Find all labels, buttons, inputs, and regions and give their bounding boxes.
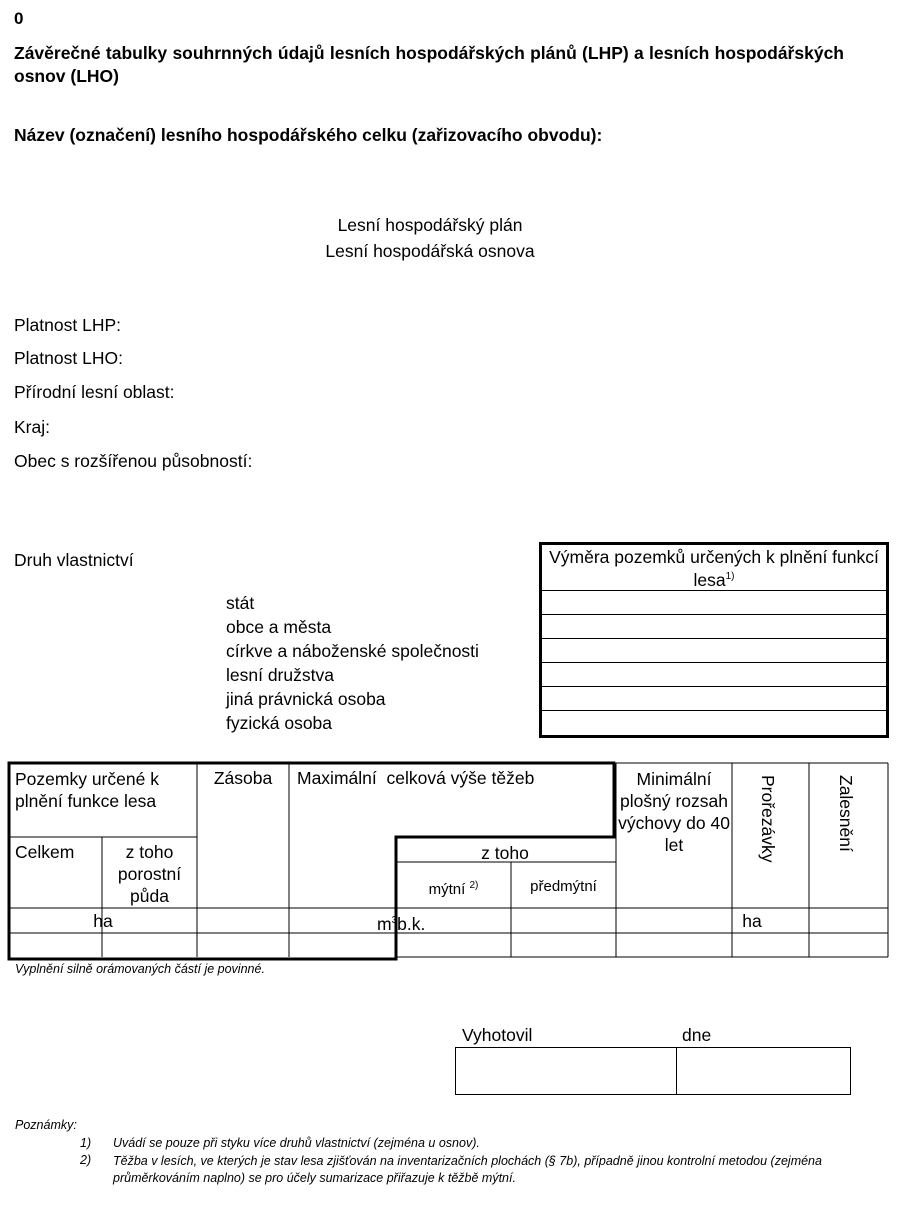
ownership-type-natural-person: fyzická osoba: [226, 713, 333, 733]
plan-type-lho: Lesní hospodářská osnova: [325, 241, 535, 261]
note-1-text: Uvádí se pouze při styku více druhů vlastnictví (zejména u osnov).: [113, 1136, 480, 1150]
input-intermediate-felling[interactable]: [512, 934, 615, 957]
col-min-tending: Minimální plošný rozsah výchovy do 40 let: [618, 769, 730, 855]
input-cleaning[interactable]: [733, 934, 808, 957]
mandatory-note: Vyplnění silně orámovaných částí je povinné.: [15, 962, 265, 976]
col-afforestation: Zalesnění: [836, 775, 856, 852]
col-cleaning: Prořezávky: [758, 775, 778, 863]
unit-cubic-meters: [377, 910, 425, 935]
field-municipality: Obec s rozšířenou působností:: [14, 451, 253, 471]
input-total[interactable]: [10, 934, 101, 957]
area-header-footnote: 1): [725, 571, 735, 582]
ownership-type-legal-person: jiná právnická osoba: [226, 689, 386, 709]
input-afforestation[interactable]: [810, 934, 887, 957]
ownership-heading: Druh vlastnictví: [14, 550, 134, 570]
col-stock: Zásoba: [213, 768, 273, 788]
col-total: Celkem: [15, 842, 75, 862]
input-stocked-land[interactable]: [103, 934, 196, 957]
input-max-felling[interactable]: [290, 934, 395, 957]
note-2-text: Těžba v lesích, ve kterých je stav lesa zjišťován na inventarizačních plochách (§ 7b), případně jinou kontrolní metodou (zejména průměrkováním naplno) se pro účely sumarizace přiřazuje k těžbě mýtní.: [113, 1154, 822, 1185]
col-max-felling: Maximální celková výše těžeb: [297, 768, 535, 788]
date-label: dne: [682, 1025, 712, 1045]
note-2-number: 2): [80, 1153, 92, 1167]
note-1-number: 1): [80, 1136, 92, 1150]
ownership-type-cooperative: lesní družstva: [226, 665, 334, 685]
field-region: Kraj:: [14, 417, 50, 437]
unit-m3-pre: m: [377, 913, 392, 934]
field-validity-lhp: Platnost LHP:: [14, 315, 121, 335]
page-number: 0: [14, 9, 24, 28]
unit-name-label: Název (označení) lesního hospodářského celku (zařizovacího obvodu):: [14, 125, 603, 145]
col-main-felling: [396, 875, 511, 901]
ownership-type-state: stát: [226, 593, 255, 613]
plan-type-lhp: Lesní hospodářský plán: [337, 215, 523, 235]
unit-ha-land: ha: [93, 911, 113, 931]
ownership-type-municipal: obce a města: [226, 617, 332, 637]
ownership-type-church: církve a náboženské společnosti: [226, 641, 479, 661]
prepared-by-input[interactable]: [456, 1048, 677, 1094]
unit-ha-tending: ha: [742, 911, 762, 931]
unit-m3-sup: 3: [391, 915, 398, 926]
input-stock[interactable]: [198, 934, 288, 957]
col-main-felling-label: mýtní: [428, 881, 466, 898]
prepared-by-label: Vyhotovil: [462, 1025, 533, 1045]
col-stocked-land: z toho porostní půda: [117, 842, 182, 906]
field-natural-forest-area: Přírodní lesní oblast:: [14, 382, 175, 402]
signature-box: [455, 1047, 851, 1095]
col-main-felling-footnote: 2): [469, 880, 479, 891]
document-title: Závěrečné tabulky souhrnných údajů lesních hospodářských plánů (LHP) a lesních hospodářských osnov (LHO): [14, 43, 844, 86]
col-of-which: z toho: [481, 843, 529, 863]
date-input[interactable]: [677, 1048, 850, 1094]
notes-heading: Poznámky:: [15, 1118, 77, 1132]
input-min-tending[interactable]: [617, 934, 731, 957]
col-forest-land: Pozemky určené k plnění funkce lesa: [15, 769, 159, 811]
col-intermediate-felling: předmýtní: [530, 878, 597, 895]
field-validity-lho: Platnost LHO:: [14, 348, 123, 368]
unit-m3-post: b.k.: [397, 913, 426, 934]
input-main-felling[interactable]: [397, 934, 510, 957]
area-header-text: Výměra pozemků určených k plnění funkcí lesa: [549, 547, 879, 590]
